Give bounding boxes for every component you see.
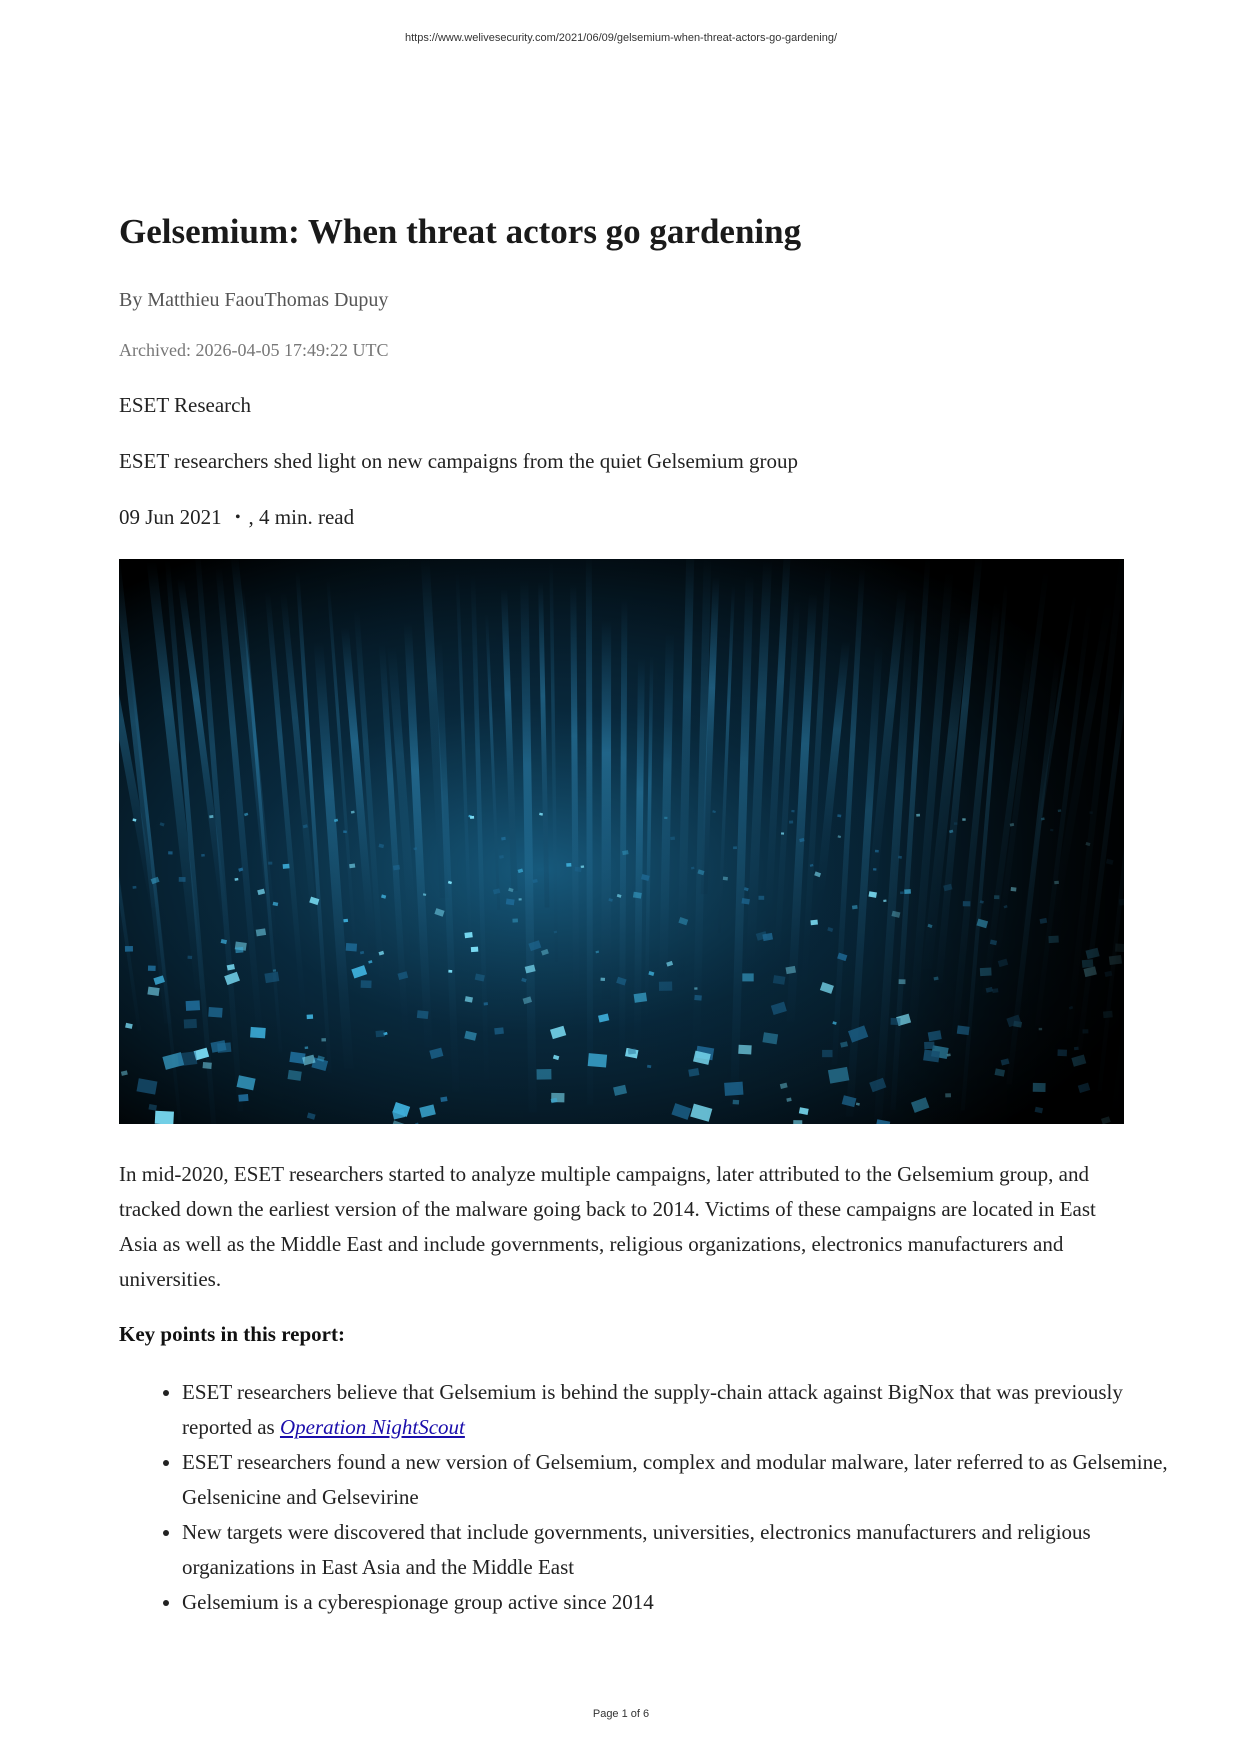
article-date: 09 Jun 2021: [119, 505, 222, 529]
article-meta: [119, 505, 354, 530]
intro-paragraph: In mid-2020, ESET researchers started to analyze multiple campaigns, later attributed to the Gelsemium group, and tracked down the earliest version of the malware going back to 2014. Victims of these campaigns are located in East Asia as well as the Middle East and include governments, religious organizations, electronics manufacturers and universities.: [119, 1162, 1096, 1291]
article-title: Gelsemium: When threat actors go gardening: [119, 212, 802, 251]
page-number: Page 1 of 6: [592, 1708, 650, 1720]
list-item: • Gelsemium is a cyberespionage group active since 2014: [182, 1585, 1187, 1620]
page-url-header: https://www.welivesecurity.com/2021/06/09/gelsemium-when-threat-actors-go-gardening/: [404, 32, 838, 44]
meta-separator: •: [234, 509, 241, 526]
list-item: • ESET researchers believe that Gelsemium is behind the supply-chain attack against BigNox that was previously reported as Operation NightScout: [182, 1375, 1187, 1445]
key-points-list: [119, 1375, 1187, 1620]
operation-nightscout-link[interactable]: Operation NightScout: [279, 1415, 465, 1439]
key-points-heading: Key points in this report:: [119, 1322, 345, 1346]
list-item: • ESET researchers found a new version of Gelsemium, complex and modular malware, later referred to as Gelsemine, Gelsenicine and Gelsevirine: [182, 1445, 1187, 1515]
list-item: • New targets were discovered that include governments, universities, electronics manufacturers and religious organizations in East Asia and the Middle East: [182, 1515, 1187, 1585]
archived-timestamp: Archived: 2026-04-05 17:49:22 UTC: [119, 340, 389, 360]
article-category: ESET Research: [119, 393, 251, 417]
article-byline: By Matthieu FaouThomas Dupuy: [119, 289, 389, 311]
hero-image: [119, 559, 1124, 1124]
article-subtitle: ESET researchers shed light on new campaigns from the quiet Gelsemium group: [119, 449, 799, 473]
read-time: , 4 min. read: [248, 505, 355, 529]
hero-artwork: [119, 559, 1124, 1124]
